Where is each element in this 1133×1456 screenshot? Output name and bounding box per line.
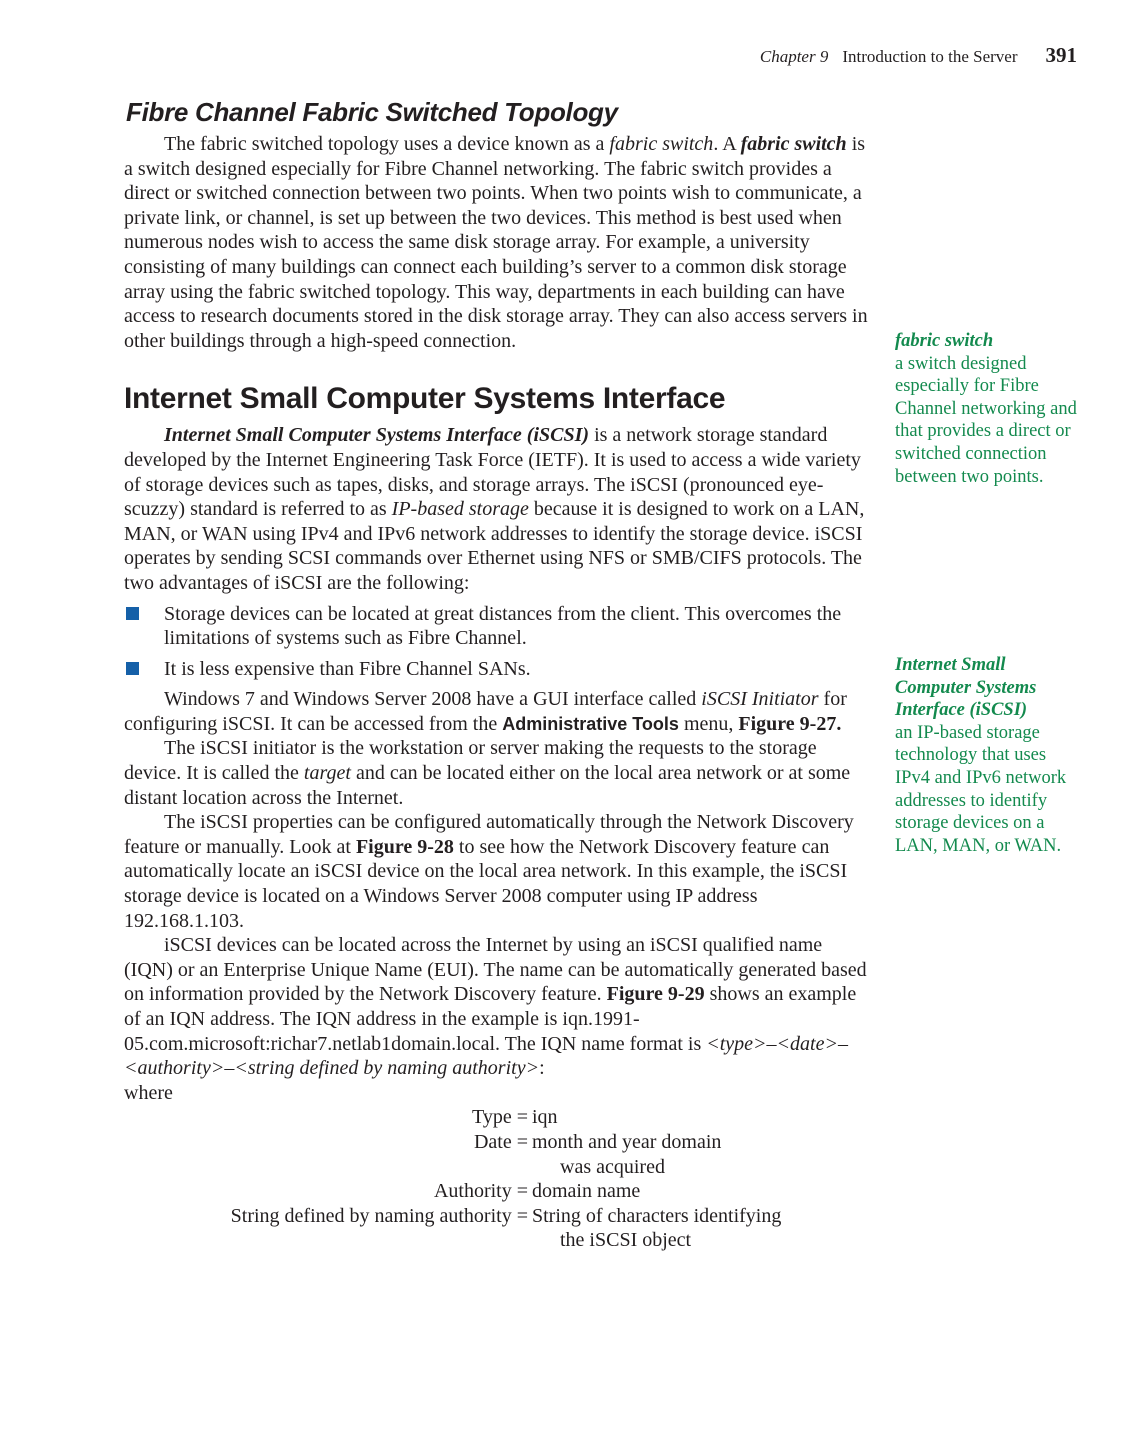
chapter-title: Introduction to the Server	[842, 47, 1018, 66]
square-bullet-icon	[126, 662, 139, 675]
paragraph-iqn: iSCSI devices can be located across the Internet by using an iSCSI qualified name (IQN) or an Enterprise Unique Name (EUI). The name can be automatically generated based on information provided by the Network Discovery feature. Figure 9-29 shows an example of an IQN address. The IQN address in the example is iqn.1991-05.com.microsoft:richar7.netlab1domain.local. The IQN name format is <type>–<date>–<authority>–<string defined by naming authority>: where	[124, 934, 867, 1104]
definition-row-continuation: was acquired	[560, 1155, 665, 1178]
definition-value: iqn	[532, 1106, 558, 1129]
chapter-label: Chapter 9	[759, 47, 829, 66]
paragraph-iscsi-initiator: The iSCSI initiator is the workstation or server making the requests to the storage device. It is called the target and can be located either on the local area network or at some distant location across the Internet.	[124, 737, 851, 809]
list-item: It is less expensive than Fibre Channel SANs.	[124, 657, 870, 682]
paragraph-iscsi-intro: Internet Small Computer Systems Interface (iSCSI) is a network storage standard developed by the Internet Engineering Task Force (IETF). It is used to access a wide variety of storage devices such as tapes, disks, and storage arrays. The iSCSI (pronounced eye-scuzzy) standard is referred to as IP-based storage because it is designed to work on a LAN, MAN, or WAN using IPv4 and IPv6 network addresses to identify the storage device. iSCSI operates by sending SCSI commands over Ethernet using NFS or SMB/CIFS protocols. The two advantages of iSCSI are the following:	[124, 424, 865, 594]
definition-row	[124, 1130, 870, 1155]
paragraph-fabric-switch: The fabric switched topology uses a device known as a fabric switch. A fabric switch is a switch designed especially for Fibre Channel networking. The fabric switch provides a direct or switched connection between two points. When two points wish to communicate, a private link, or channel, is set up between the two devices. This method is best used when numerous nodes wish to access the same disk storage array. For example, a university consisting of many buildings can connect each building’s server to a common disk storage array using the fabric switched topology. This way, departments in each building can have access to research documents stored in the disk storage array. They can also access servers in other buildings through a high-speed connection.	[124, 133, 868, 352]
figure-ref-9-28: Figure 9-28	[355, 835, 454, 858]
section-heading-iscsi: Internet Small Computer Systems Interface	[124, 382, 726, 416]
figure-ref-9-27: Figure 9-27.	[738, 712, 842, 735]
margin-note-definition: an IP-based storage technology that uses IPv4 and IPv6 network addresses to identify storage devices on a LAN, MAN, or WAN.	[895, 722, 1067, 856]
definition-value: domain name	[532, 1180, 641, 1203]
margin-note-iscsi	[895, 654, 1085, 857]
figure-ref-9-29: Figure 9-29	[606, 983, 705, 1006]
list-item: Storage devices can be located at great distances from the client. This overcomes the limitations of systems such as Fibre Channel.	[124, 602, 870, 651]
definition-row	[124, 1179, 870, 1204]
paragraph-iscsi-initiator-gui: Windows 7 and Windows Server 2008 have a GUI interface called iSCSI Initiator for configuring iSCSI. It can be accessed from the Administrative Tools menu, Figure 9-27.	[124, 688, 847, 735]
margin-note-fabric-switch	[895, 330, 1085, 488]
definition-term: Type =	[472, 1106, 528, 1129]
definition-term: Date =	[473, 1130, 528, 1153]
main-column	[124, 96, 870, 1253]
page-number: 391	[1045, 43, 1077, 67]
definition-value: month and year domain	[532, 1130, 722, 1153]
square-bullet-icon	[126, 607, 139, 620]
running-head	[760, 43, 1077, 68]
section-heading-fabric-switched: Fibre Channel Fabric Switched Topology	[126, 97, 618, 127]
margin-note-term: fabric switch	[895, 331, 994, 351]
paragraph-iscsi-properties: The iSCSI properties can be configured automatically through the Network Discovery feature or manually. Look at Figure 9-28 to see how the Network Discovery feature can automatically locate an iSCSI device on the local area network. In this example, the iSCSI storage device is located on a Windows Server 2008 computer using IP address 192.168.1.103.	[124, 811, 854, 932]
definition-value: String of characters identifying	[532, 1204, 782, 1227]
advantages-list	[124, 602, 870, 682]
definition-row	[124, 1204, 870, 1229]
definition-term: Authority =	[433, 1180, 528, 1203]
margin-note-term: Internet Small Computer Systems Interface (iSCSI)	[895, 655, 1037, 721]
margin-note-definition: a switch designed especially for Fibre Channel networking and that provides a direct or switched connection between two points.	[895, 353, 1077, 487]
definition-row-continuation: the iSCSI object	[560, 1229, 692, 1252]
iqn-format-definitions	[124, 1105, 870, 1253]
definition-row	[124, 1105, 870, 1130]
definition-term: String defined by naming authority =	[230, 1204, 528, 1227]
